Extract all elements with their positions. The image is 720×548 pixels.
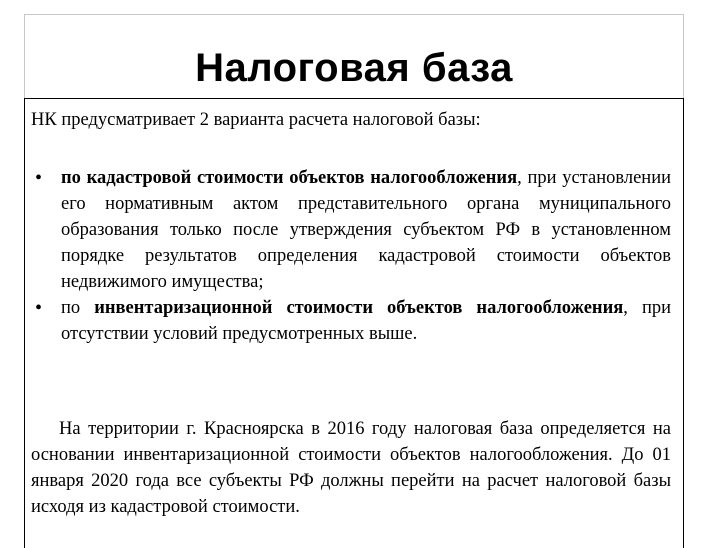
bullet-list bbox=[31, 165, 671, 347]
bullet-plain-start: по bbox=[61, 298, 95, 318]
content-box bbox=[24, 98, 684, 548]
bullet-icon: • bbox=[35, 167, 43, 189]
bullet-icon: • bbox=[35, 297, 43, 319]
slide-title: Налоговая база bbox=[195, 46, 513, 90]
intro-text: НК предусматривает 2 варианта расчета налоговой базы: bbox=[31, 110, 481, 130]
body-paragraph: На территории г. Красноярска в 2016 году налоговая база определяется на основании инвентаризационной стоимости объектов налогообложения. До 01 января 2020 года все субъекты РФ должны перейти на расчет налоговой базы исходя из кадастровой стоимости. bbox=[31, 419, 671, 517]
bullet-item-cadastral bbox=[31, 165, 671, 295]
bullet-rest-text: , при установлении его нормативным актом представительного органа муниципального образования только после утверждения субъектом РФ в установленном порядке результатов определения кадастровой стоимости объектов недвижимого имущества; bbox=[61, 168, 671, 292]
bullet-item-inventory bbox=[31, 295, 671, 347]
bullet-rest-text: , при отсутствии условий предусмотренных выше. bbox=[61, 298, 671, 344]
bullet-bold-text: инвентаризационной стоимости объектов налогообложения bbox=[94, 298, 624, 318]
bullet-bold-text: по кадастровой стоимости объектов налогообложения bbox=[61, 168, 518, 188]
